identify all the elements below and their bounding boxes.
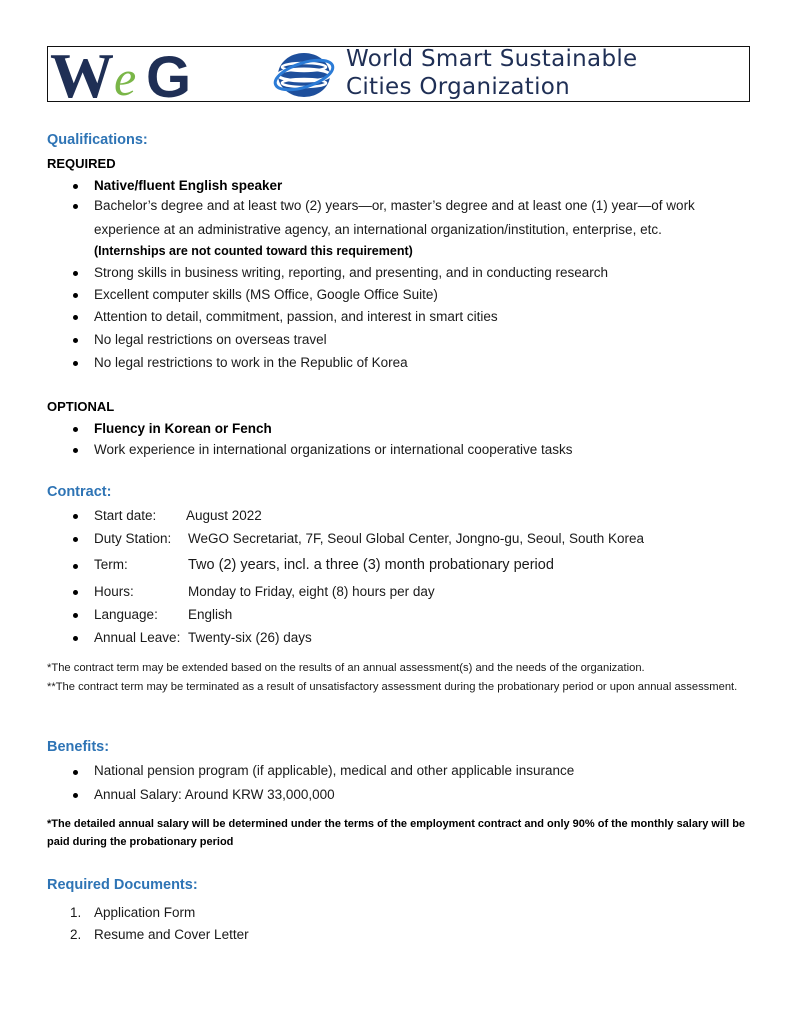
bullet-icon (73, 427, 78, 432)
contract-row (94, 557, 554, 573)
contract-value: WeGO Secretariat, 7F, Seoul Global Center, Jongno-gu, Seoul, South Korea (188, 531, 645, 546)
document-number: 1. (70, 905, 82, 920)
contract-value: August 2022 (186, 508, 262, 523)
contract-label: Annual Leave: (94, 630, 181, 645)
bullet-icon (73, 770, 78, 775)
logo-w: W (50, 47, 114, 103)
contract-value: Monday to Friday, eight (8) hours per day (188, 584, 435, 599)
contract-row (94, 630, 312, 646)
bullet-icon (73, 204, 78, 209)
bullet-icon (73, 793, 78, 798)
bullet-icon (73, 514, 78, 519)
required-label: REQUIRED (47, 156, 116, 171)
bullet-icon (73, 448, 78, 453)
contract-note-extend: *The contract term may be extended based on the results of an annual assessment(s) and the needs of the organization. (47, 662, 645, 674)
optional-item: Work experience in international organizations or international cooperative tasks (94, 442, 573, 457)
qualifications-heading: Qualifications: (47, 132, 148, 148)
globe-icon (272, 53, 336, 97)
document-number: 2. (70, 927, 82, 942)
contract-value: Twenty-six (26) days (188, 630, 312, 645)
required-item: Strong skills in business writing, reporting, and presenting, and in conducting research (94, 265, 609, 280)
org-name-line-2: Cities Organization (346, 74, 571, 100)
bullet-icon (73, 293, 78, 298)
required-item: No legal restrictions to work in the Republic of Korea (94, 355, 408, 370)
salary-note: *The detailed annual salary will be determined under the terms of the employment contract and only 90% of the monthly salary will be paid during the probationary period (47, 818, 746, 848)
required-item: No legal restrictions on overseas travel (94, 332, 327, 347)
contract-row (94, 607, 232, 623)
contract-row (94, 531, 644, 547)
bullet-icon (73, 564, 78, 569)
bullet-icon (73, 184, 78, 189)
required-item: Attention to detail, commitment, passion, and interest in smart cities (94, 309, 498, 324)
required-item: Excellent computer skills (MS Office, Google Office Suite) (94, 287, 438, 302)
wego-logo-icon (48, 47, 348, 102)
contract-label: Start date: (94, 508, 157, 523)
required-item: Native/fluent English speaker (94, 178, 283, 193)
contract-heading: Contract: (47, 484, 112, 500)
bullet-icon (73, 338, 78, 343)
bullet-icon (73, 537, 78, 542)
contract-row (94, 584, 435, 600)
document-item: Resume and Cover Letter (94, 927, 249, 942)
contract-row (94, 508, 262, 524)
required-item-note: (Internships are not counted toward this requirement) (94, 244, 413, 258)
logo-g: G (146, 47, 192, 103)
org-name-line-1: World Smart Sustainable (346, 46, 638, 72)
optional-item: Fluency in Korean or Fench (94, 421, 272, 436)
contract-value: English (188, 607, 233, 622)
contract-note-terminate: **The contract term may be terminated as a result of unsatisfactory assessment during the probationary period or upon annual assessment. (47, 681, 738, 693)
bullet-icon (73, 613, 78, 618)
bullet-icon (73, 636, 78, 641)
required-item: Bachelor’s degree and at least two (2) years—or, master’s degree and at least one (1) year—of work (94, 198, 695, 213)
bullet-icon (73, 271, 78, 276)
document-item: Application Form (94, 905, 196, 920)
required-documents-heading: Required Documents: (47, 877, 198, 893)
logo-e: e (114, 50, 137, 103)
benefit-item: National pension program (if applicable), medical and other applicable insurance (94, 763, 575, 778)
header-banner (47, 46, 750, 102)
contract-value: Two (2) years, incl. a three (3) month probationary period (188, 557, 554, 573)
contract-label: Duty Station: (94, 531, 172, 546)
benefit-item: Annual Salary: Around KRW 33,000,000 (94, 787, 335, 802)
contract-label: Hours: (94, 584, 134, 599)
required-item-continued: experience at an administrative agency, an international organization/institution, enterprise, etc. (94, 222, 662, 237)
bullet-icon (73, 361, 78, 366)
bullet-icon (73, 315, 78, 320)
optional-label: OPTIONAL (47, 399, 115, 414)
bullet-icon (73, 590, 78, 595)
contract-label: Term: (94, 557, 128, 572)
contract-label: Language: (94, 607, 158, 622)
benefits-heading: Benefits: (47, 739, 110, 755)
